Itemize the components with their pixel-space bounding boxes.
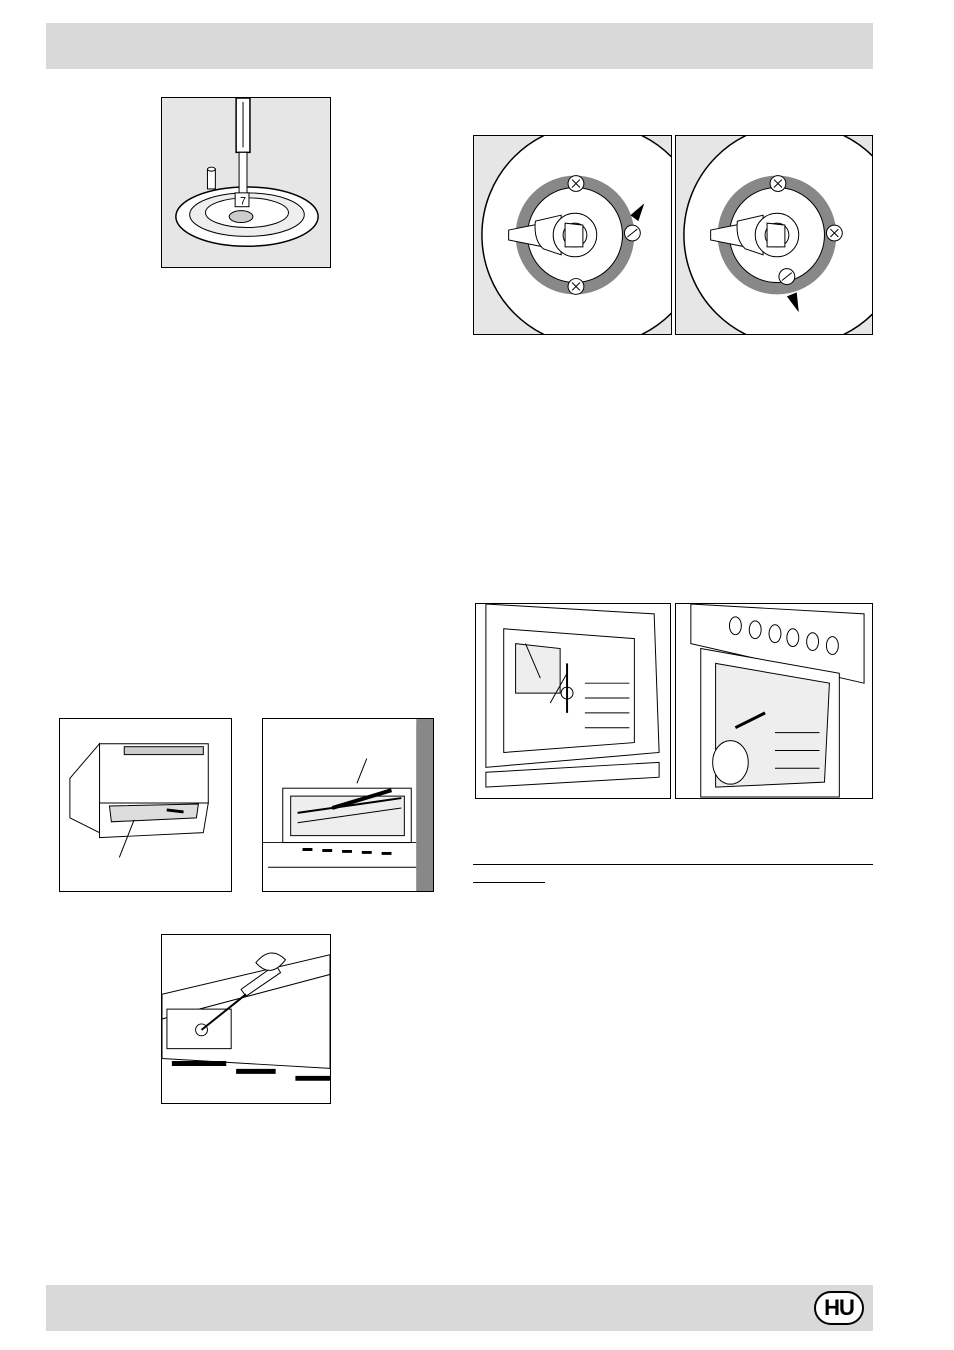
svg-text:7: 7 (240, 195, 247, 208)
section-divider (473, 864, 873, 865)
burner-screwdriver-figure (161, 97, 331, 268)
cabinet-side-screw-figure (161, 934, 331, 1104)
oven-interior-burner-figure (675, 603, 873, 799)
oven-burner-screw-figure (262, 718, 434, 892)
header-bar (46, 23, 873, 69)
footer-bar (46, 1285, 873, 1331)
section-divider-short (473, 882, 545, 883)
language-badge: HU (814, 1291, 864, 1325)
gas-tap-bypass-screw-figure-left (473, 135, 672, 335)
oven-interior-lamp-figure (475, 603, 671, 799)
gas-tap-bypass-screw-figure-right (675, 135, 873, 335)
oven-bottom-drawer-figure (59, 718, 232, 892)
